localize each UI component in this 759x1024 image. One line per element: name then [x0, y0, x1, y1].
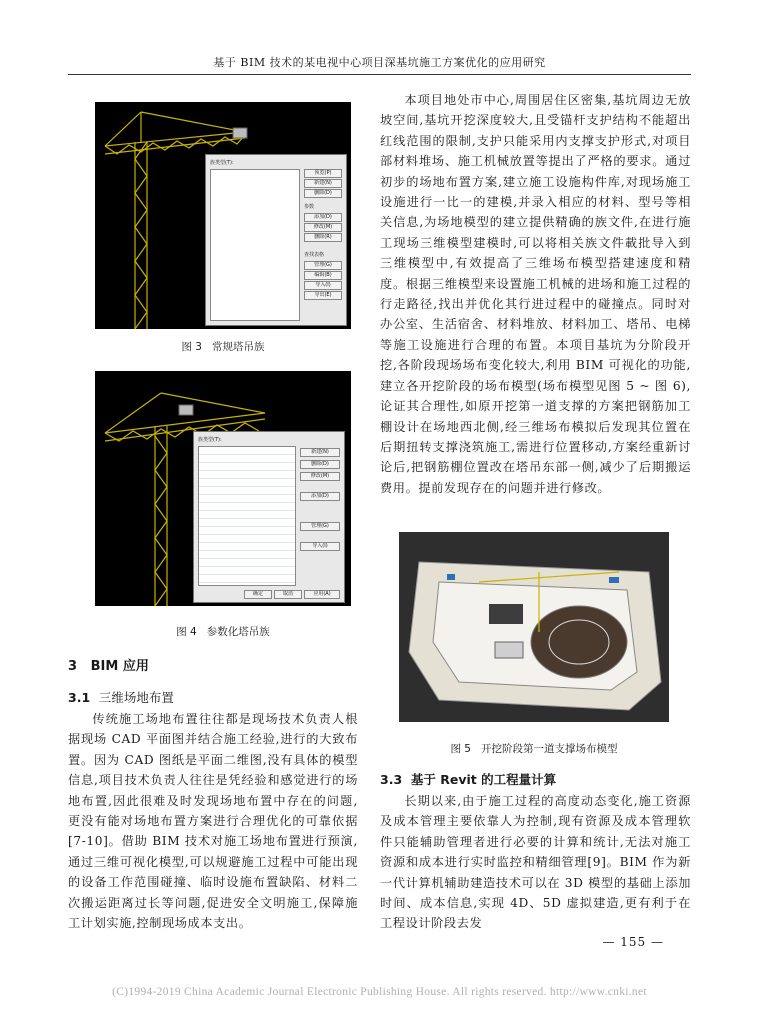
section-3-3-heading — [380, 770, 556, 788]
figure-4-label: 图 4 — [176, 626, 197, 638]
dialog-button-delete-2[interactable]: 删除(D) — [300, 460, 340, 469]
paragraph-site-layout: 本项目地处市中心,周围居住区密集,基坑周边无放坡空间,基坑开挖深度较大,且受锚杆支护结构不能超出红线范围的限制,支护只能采用内支撑支护形式,对项目部材料堆场、施工机械放置等提出了严格的要求。通过初步的场地布置方案,建立施工设施构件库,对现场施工设施进行一比一的建模,并录入相应的材料、型号等相关信息,为场地模型的建立提供精确的族文件,在进行施工现场三维模型建模时,可以将相关族文件載批导入到三维模型中,有效提高了三维场布模型搭建速度和精度。根据三维模型来设置施工机械的进场和施工过程的行走路径,找出并优化其行进过程中的碰撞点。同时对办公室、生活宿舍、材料堆放、材料加工、塔吊、电梯等施工设施进行合理的布置。本项目基坑为分阶段开挖,各阶段现场场布变化较大,利用 BIM 可视化的功能,建立各开挖阶段的场布模型(场布模型见图 5 ~ 图 6),论证其合理性,如原开挖第一道支撑的方案把钢筋加工棚设计在场地西北侧,经三维场布模拟后发现其位置在后期扭转支撑浇筑施工,需进行位置移动,方案经重新讨论后,把钢筋棚位置改在塔吊东部一侧,减少了后期搬运费用。提前发现存在的问题并进行修改。 — [380, 93, 691, 495]
dialog-button-import-2[interactable]: 导入(I) — [300, 542, 340, 551]
parametric-types-dialog — [193, 431, 345, 603]
family-type-label: 族类型(T): — [210, 160, 234, 166]
section-3-1-title: 三维场地布置 — [98, 690, 174, 705]
dialog-button-import[interactable]: 导入(I) — [304, 281, 342, 290]
site-layout-model — [399, 532, 669, 722]
dialog-button-remove[interactable]: 删除(R) — [304, 233, 342, 242]
dialog-button-add[interactable]: 添加(D) — [304, 213, 342, 222]
figure-4-caption — [95, 624, 351, 639]
dialog-cancel-button[interactable]: 取消 — [274, 590, 302, 599]
right-column-body-2 — [380, 791, 691, 934]
family-type-label-2: 族类型(T): — [198, 437, 222, 443]
page-number: — 155 — — [602, 935, 664, 949]
figure-3-caption — [95, 339, 351, 354]
dialog-button-export[interactable]: 导出(E) — [304, 291, 342, 300]
dialog-apply-button[interactable]: 应用(A) — [304, 590, 340, 599]
cnki-footer: (C)1994-2019 China Academic Journal Electronic Publishing House. All rights reserved. http://www.cnki.net — [112, 986, 647, 998]
section-3-title: BIM 应用 — [90, 659, 149, 674]
right-column-body — [380, 90, 691, 498]
family-types-dialog — [205, 154, 347, 326]
dialog-button-modify-2[interactable]: 修改(M) — [300, 472, 340, 481]
paragraph-3-1: 传统施工场地布置往往都是现场技术负责人根据现场 CAD 平面图并结合施工经验,进行的大致布置。因为 CAD 图纸是平面二维图,没有具体的模型信息,项目技术负责人往往是凭经验和感觉进行的场地布置,因此很难及时发现场地布置中存在的问题,更没有能对场地布置方案进行合理优化的可靠依据[7-10]。借助 BIM 技术对施工场地布置进行预演,通过三维可视化模型,可以规避施工过程中可能出现的设备工作范围碰撞、临时设施布置缺陷、材料二次搬运距离过长等问题,促进安全文明施工,保障施工计划实施,控制现场成本支出。 — [68, 712, 358, 931]
figure-4-title: 参数化塔吊族 — [206, 626, 270, 638]
left-column-body — [68, 709, 358, 933]
section-3-3-title: 基于 Revit 的工程量计算 — [410, 772, 557, 787]
section-3-1-number: 3.1 — [68, 690, 91, 705]
lookup-group-label: 查找表格 — [304, 252, 325, 258]
dialog-button-manage[interactable]: 管理(G) — [304, 261, 342, 270]
dialog-ok-button[interactable]: 确定 — [244, 590, 272, 599]
figure-3-label: 图 3 — [181, 341, 202, 353]
section-3-number: 3 — [68, 659, 78, 674]
params-group-label: 参数 — [304, 204, 315, 210]
dialog-button-delete[interactable]: 删除(D) — [304, 189, 342, 198]
dialog-button-edit[interactable]: 编辑(B) — [304, 271, 342, 280]
figure-4-image — [95, 371, 351, 606]
section-3-1-heading — [68, 688, 174, 706]
dialog-button-new[interactable]: 新建(N) — [304, 179, 342, 188]
figure-5-image — [399, 532, 669, 722]
parameter-grid — [210, 169, 300, 321]
figure-5-label: 图 5 — [450, 743, 471, 755]
dialog-button-manage-2[interactable]: 管理(G) — [300, 522, 340, 531]
figure-3-image — [95, 102, 351, 329]
figure-3-title: 常规塔吊族 — [212, 341, 265, 353]
running-header: 基于 BIM 技术的某电视中心项目深基坑施工方案优化的应用研究 — [68, 54, 691, 75]
dialog-button-add-2[interactable]: 添加(D) — [300, 492, 340, 501]
parametric-grid — [198, 446, 296, 586]
section-3-3-number: 3.3 — [380, 772, 403, 787]
figure-5-title: 开挖阶段第一道支撑场布模型 — [481, 743, 618, 755]
dialog-button-new-2[interactable]: 新建(N) — [300, 448, 340, 457]
dialog-button-modify[interactable]: 修改(M) — [304, 223, 342, 232]
figure-5-caption — [399, 741, 669, 756]
dialog-button-preview[interactable]: 预览(P) — [304, 169, 342, 178]
paragraph-3-3: 长期以来,由于施工过程的高度动态变化,施工资源及成本管理主要依靠人为控制,现有资源及成本管理软件只能辅助管理者进行必要的计算和统计,无法对施工资源和成本进行实时监控和精细管理[9]。BIM 作为新一代计算机辅助建造技术可以在 3D 模型的基础上添加时间、成本信息,实现 4D、5D 虚拟建造,更有利于在工程设计阶段去发 — [380, 794, 691, 931]
section-3-heading — [68, 655, 149, 674]
